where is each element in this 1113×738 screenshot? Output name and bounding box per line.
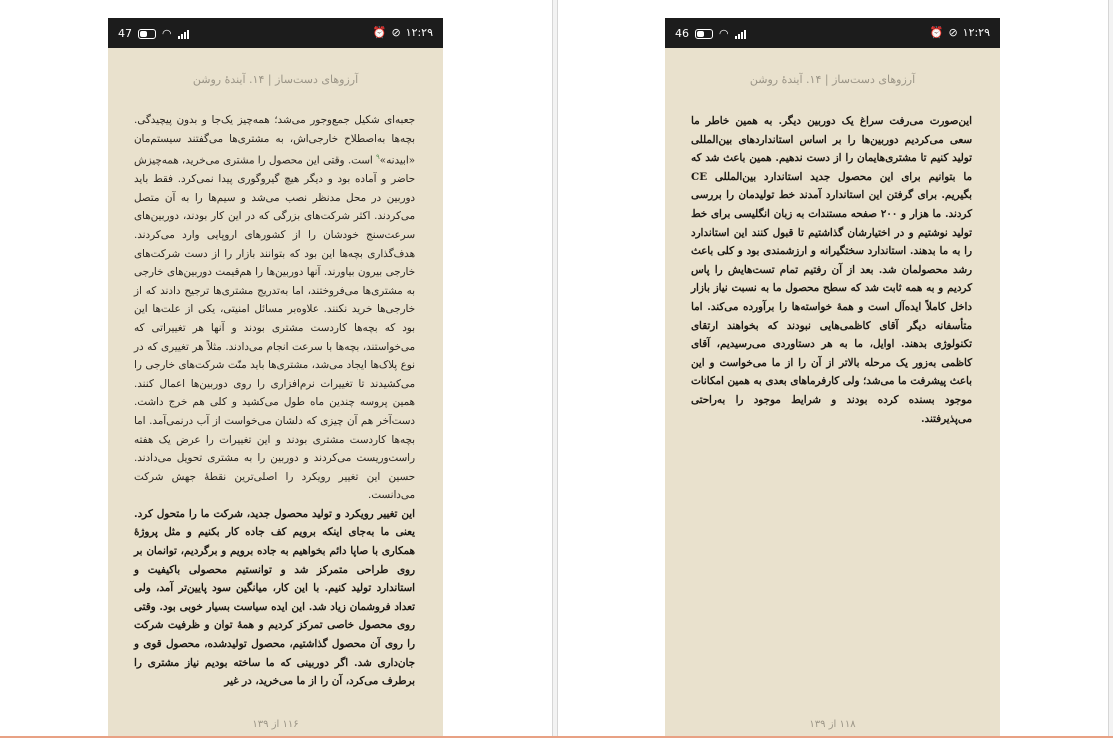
battery-level: 47: [118, 27, 132, 40]
page-number: ۱۱۸ از ۱۳۹: [809, 719, 856, 730]
paragraph-text: جعبه‌ای شکیل جمع‌وجور می‌شد؛ همه‌چیز یک‌جا و بدون پیچیدگی. بچه‌ها به‌اصطلاح خارجی‌اش، به مشتری‌ها می‌گفتند سیستم‌مان «ابیدنه»: [134, 114, 415, 167]
paragraph-text: است. وقتی این محصول را مشتری می‌خرید، همه‌چیزش حاضر و آماده بود و دیگر هیچ گیروگوری پیدا نمی‌کرد. فقط باید دوربین در محل مدنظر نصب می‌شد و سیم‌ها را به آن متصل می‌کردند. اکثر شرکت‌های بزرگی که در این کار بودند، دوربین‌های سرعت‌سنج خودشان را از کشورهای اروپایی وارد می‌کردند. هدف‌گذاری بچه‌ها این بود که بتوانند بازار را از دست شرکت‌های خارجی بیرون بیاورند. آنها دوربین‌ها را هم‌قیمت دوربین‌های خارجی به مشتری‌ها می‌فروختند، اما به‌تدریج مشتری‌ها ترجیح دادند که از خارجی‌ها خرید نکنند. علاوه‌بر مسائل امنیتی، یکی از علت‌ها این بود که بچه‌ها کاردست مشتری بودند و آنها هر تغییراتی که می‌خواستند، بچه‌ها با سرعت انجام می‌دادند. مثلاً هر تغییری که در نوع پلاک‌ها ایجاد می‌شد، مشتری‌ها باید منّت شرکت‌های خارجی را می‌کشیدند تا تغییرات نرم‌افزاری را روی دوربین‌ها اعمال کنند. همین پروسه چندین ماه طول می‌کشید و کلی هم خرج داشت. دست‌آخر هم آن چیزی که دلشان می‌خواست از آب درنمی‌آمد. اما بچه‌ها کاردست مشتری بودند و این تغییرات را عرض یک هفته راست‌وریست می‌کردند و دوربین را به مشتری تحویل می‌دادند. حسین این تغییر رویکرد را اصلی‌ترین نقطهٔ جهش شرکت می‌دانست.: [134, 154, 415, 502]
wifi-icon: ◠: [162, 27, 172, 40]
page-right[interactable]: [665, 18, 1000, 736]
status-left: [675, 27, 746, 40]
signal-icon: [735, 29, 746, 39]
status-bar: [108, 18, 443, 48]
page-body: [108, 111, 443, 691]
clock: ۱۲:۲۹: [962, 26, 990, 39]
status-left: [118, 27, 189, 40]
mute-icon: ⊘: [391, 26, 401, 39]
battery-icon: [695, 29, 713, 39]
alarm-icon: ⏰: [372, 26, 387, 39]
battery-icon: [138, 29, 156, 39]
alarm-icon: ⏰: [929, 26, 944, 39]
footnote-link[interactable]: ۹: [376, 153, 380, 162]
window-edge: [1108, 0, 1113, 736]
page-body: [665, 112, 1000, 428]
running-head: آرزوهای دست‌ساز | ۱۴. آینده‌ٔ روشن: [749, 73, 916, 86]
status-right: [373, 26, 433, 39]
paragraph-quote: این‌صورت می‌رفت سراغ یک دوربین دیگر. به همین خاطر ما سعی می‌کردیم دوربین‌ها را بر اساس استانداردهای بین‌المللی تولید کنیم تا مشتری‌هایمان را از دست ندهیم. همین باعث شد که ما بتوانیم برای این محصول جدید استاندارد بین‌المللی CE بگیریم. برای گرفتن این استاندارد آمدند خط تولیدمان را بررسی کردند. ما هزار و ۲۰۰ صفحه مستندات به زبان انگلیسی برای خط تولید نوشتیم و در اختیارشان گذاشتیم تا قبول کنند این استاندارد را به ما بدهند. استاندارد سختگیرانه و ارزشمندی بود و کلی باعث رشد محصولمان شد. بعد از آن رفتیم تمام تست‌هایش را پاس کردیم و به همه ثابت شد که سطح محصول ما به نسبت نیاز بازار داخل کاملاً ایده‌آل است و همهٔ خواسته‌ها را برآورده می‌کند. اما متأسفانه دیگر آقای کاظمی‌هایی نبودند که بخواهند ارتقای تکنولوژی بدهند. اوایل، ما به هر دستاوردی می‌رسیدیم، آقای کاظمی به‌زور یک مرحله بالاتر از آن را از ما می‌خواست و این باعث پیشرفت ما می‌شد؛ ولی کارفرماهای بعدی به همین امکانات موجود بسنده کرده بودند و شرایط موجود را به‌راحتی می‌پذیرفتند.: [691, 115, 972, 425]
page-number: ۱۱۶ از ۱۳۹: [252, 719, 299, 730]
page-left[interactable]: [108, 18, 443, 736]
paragraph: [134, 111, 415, 505]
status-bar: [665, 18, 1000, 48]
clock: ۱۲:۲۹: [405, 26, 433, 39]
battery-level: 46: [675, 27, 689, 40]
mute-icon: ⊘: [948, 26, 958, 39]
running-head: آرزوهای دست‌ساز | ۱۴. آینده‌ٔ روشن: [192, 73, 359, 86]
signal-icon: [178, 29, 189, 39]
wifi-icon: ◠: [719, 27, 729, 40]
page-divider: [552, 0, 558, 736]
paragraph-quote: این تغییر رویکرد و تولید محصول جدید، شرکت ما را متحول کرد. یعنی ما به‌جای اینکه برویم کف جاده کار بکنیم و مثل پروژهٔ همکاری با صاپا دائم بخواهیم به جاده برویم و برگردیم، توانمان بر روی طراحی متمرکز شد و توانستیم محصولی باکیفیت و استاندارد تولید کنیم. با این کار، میانگین سود پایین‌تر آمد، ولی تعداد فروشمان زیاد شد. این ایده سیاست بسیار خوبی بود. وقتی روی محصول خاصی تمرکز کردیم و همهٔ توان و ظرفیت شرکت را روی آن محصول گذاشتیم، محصول تولیدشده، محصول قوی و جان‌داری شد. اگر دوربینی که ما ساخته بودیم نیاز مشتری را برطرف می‌کرد، آن را از ما می‌خرید، در غیر: [134, 507, 415, 688]
status-right: [930, 26, 990, 39]
